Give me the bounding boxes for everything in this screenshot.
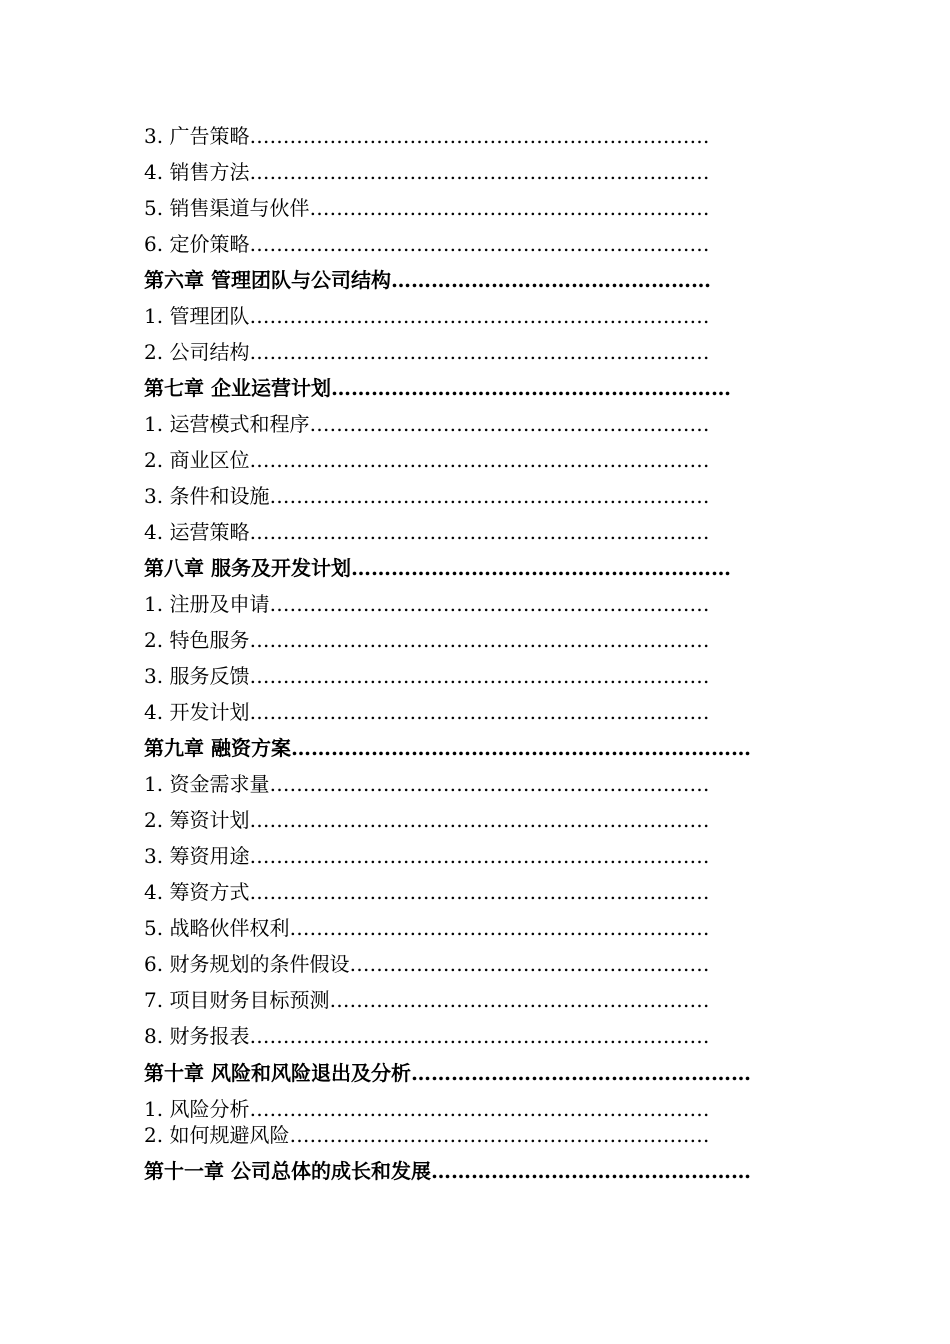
toc-entry: [144, 1023, 709, 1049]
toc-leader-dots: ……………………………………………………………: [249, 1097, 710, 1121]
toc-entry-title: 7. 项目财务目标预测: [144, 988, 330, 1012]
toc-entry-title: 1. 资金需求量: [144, 772, 270, 796]
toc-entry: [144, 339, 709, 365]
toc-chapter-title: 第六章 管理团队与公司结构: [144, 268, 391, 292]
toc-entry-title: 6. 定价策略: [144, 232, 250, 256]
toc-leader-dots: ……………………………………………………………: [249, 700, 710, 724]
toc-entry: [144, 915, 709, 941]
toc-entry: [144, 879, 709, 905]
toc-entry: [144, 231, 709, 257]
toc-leader-dots: ……………………………………………: [410, 1061, 751, 1085]
toc-entry: [144, 627, 709, 653]
toc-leader-dots: …………………………………………: [390, 268, 711, 292]
toc-entry-title: 2. 如何规避风险: [144, 1123, 290, 1147]
toc-chapter-title: 第九章 融资方案: [144, 736, 291, 760]
toc-entry: [144, 987, 709, 1013]
toc-chapter: [144, 375, 731, 401]
toc-entry-title: 4. 筹资方式: [144, 880, 250, 904]
toc-leader-dots: ……………………………………………………………: [249, 340, 710, 364]
toc-entry: [144, 195, 709, 221]
toc-entry: [144, 807, 709, 833]
toc-entry-title: 6. 财务规划的条件假设: [144, 952, 350, 976]
toc-entry: [144, 123, 709, 149]
toc-leader-dots: …………………………………………………: [350, 556, 731, 580]
toc-leader-dots: ……………………………………………………: [330, 376, 731, 400]
toc-leader-dots: …………………………………………………: [329, 988, 710, 1012]
toc-entry: [144, 483, 709, 509]
toc-entry-title: 2. 商业区位: [144, 448, 250, 472]
toc-entry-title: 4. 运营策略: [144, 520, 250, 544]
toc-chapter-title: 第十一章 公司总体的成长和发展: [144, 1159, 431, 1183]
toc-entry-title: 3. 服务反馈: [144, 664, 250, 688]
toc-chapter-title: 第十章 风险和风险退出及分析: [144, 1061, 411, 1085]
toc-entry-title: 1. 风险分析: [144, 1097, 250, 1121]
toc-entry-title: 4. 开发计划: [144, 700, 250, 724]
toc-leader-dots: ……………………………………………………………: [249, 160, 710, 184]
toc-chapter: [144, 1060, 751, 1086]
toc-entry-title: 1. 注册及申请: [144, 592, 270, 616]
toc-chapter-title: 第八章 服务及开发计划: [144, 556, 351, 580]
toc-leader-dots: ……………………………………………………………: [249, 304, 710, 328]
toc-leader-dots: ……………………………………………………………: [290, 736, 751, 760]
toc-entry: [144, 1122, 709, 1148]
toc-leader-dots: ……………………………………………………………: [249, 232, 710, 256]
toc-leader-dots: ……………………………………………………………: [249, 664, 710, 688]
toc-leader-dots: ……………………………………………………………: [249, 448, 710, 472]
toc-entry-title: 2. 特色服务: [144, 628, 250, 652]
toc-entry: [144, 519, 709, 545]
toc-entry-title: 1. 运营模式和程序: [144, 412, 310, 436]
toc-chapter: [144, 267, 711, 293]
toc-leader-dots: ……………………………………………………………: [249, 880, 710, 904]
toc-entry-title: 5. 销售渠道与伙伴: [144, 196, 310, 220]
toc-entry: [144, 951, 709, 977]
toc-entry-title: 3. 筹资用途: [144, 844, 250, 868]
toc-leader-dots: ……………………………………………………: [309, 412, 710, 436]
toc-leader-dots: ……………………………………………………………: [249, 844, 710, 868]
toc-entry: [144, 447, 709, 473]
toc-entry: [144, 699, 709, 725]
toc-leader-dots: …………………………………………………………: [269, 484, 710, 508]
toc-entry-title: 3. 条件和设施: [144, 484, 270, 508]
toc-leader-dots: ………………………………………………………: [289, 916, 710, 940]
toc-leader-dots: ………………………………………………: [349, 952, 710, 976]
toc-entry: [144, 1096, 709, 1122]
toc-entry: [144, 843, 709, 869]
toc-entry-title: 4. 销售方法: [144, 160, 250, 184]
toc-leader-dots: ………………………………………………………: [289, 1123, 710, 1147]
toc-entry-title: 2. 筹资计划: [144, 808, 250, 832]
toc-entry-title: 3. 广告策略: [144, 124, 250, 148]
toc-entry-title: 2. 公司结构: [144, 340, 250, 364]
toc-entry: [144, 771, 709, 797]
toc-leader-dots: …………………………………………: [430, 1159, 751, 1183]
toc-leader-dots: ……………………………………………………………: [249, 628, 710, 652]
toc-chapter-title: 第七章 企业运营计划: [144, 376, 331, 400]
toc-entry: [144, 303, 709, 329]
toc-entry: [144, 159, 709, 185]
toc-entry-title: 5. 战略伙伴权利: [144, 916, 290, 940]
toc-entry-title: 8. 财务报表: [144, 1024, 250, 1048]
toc-chapter: [144, 555, 731, 581]
toc-chapter: [144, 735, 751, 761]
toc-leader-dots: ……………………………………………………………: [249, 1024, 710, 1048]
toc-leader-dots: ……………………………………………………………: [249, 808, 710, 832]
toc-leader-dots: ……………………………………………………………: [249, 124, 710, 148]
toc-leader-dots: …………………………………………………………: [269, 592, 710, 616]
toc-leader-dots: ……………………………………………………: [309, 196, 710, 220]
toc-entry-title: 1. 管理团队: [144, 304, 250, 328]
toc-entry: [144, 663, 709, 689]
toc-entry: [144, 591, 709, 617]
toc-entry: [144, 411, 709, 437]
toc-chapter: [144, 1158, 751, 1184]
toc-leader-dots: …………………………………………………………: [269, 772, 710, 796]
toc-leader-dots: ……………………………………………………………: [249, 520, 710, 544]
